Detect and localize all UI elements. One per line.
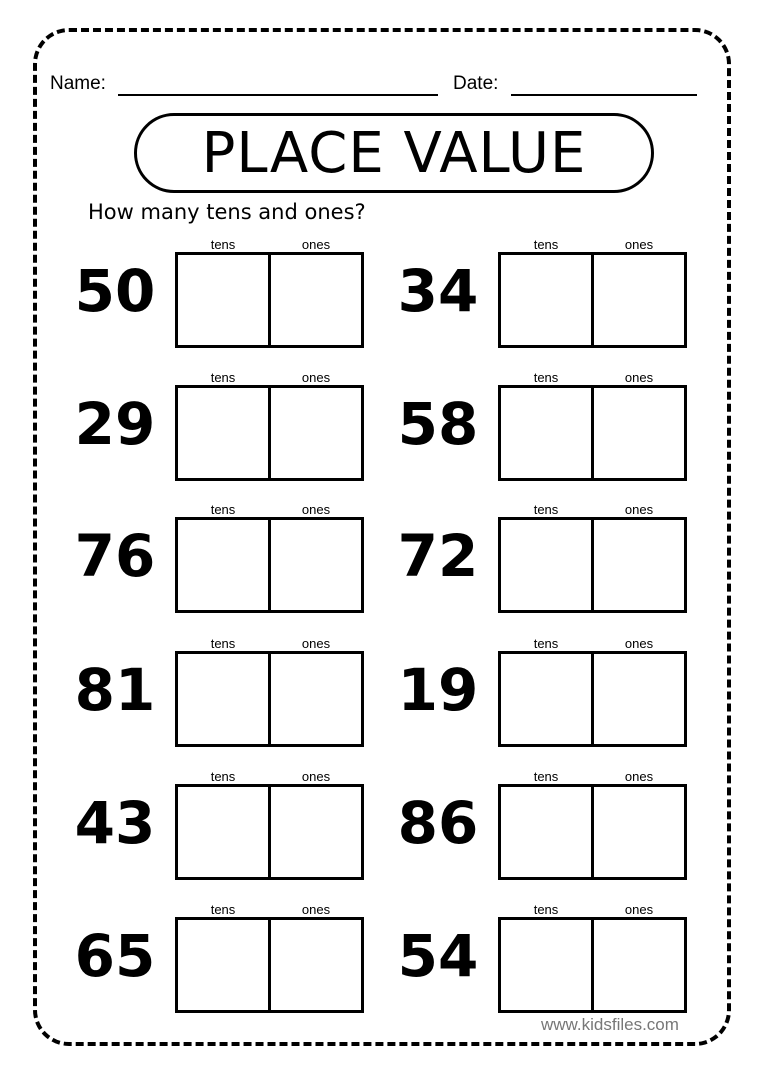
place-value-problem [65, 902, 385, 1022]
ones-column-label: ones [301, 237, 331, 252]
ones-column-label: ones [624, 769, 654, 784]
problem-number: 29 [74, 390, 156, 458]
problem-number: 81 [74, 656, 156, 724]
problem-number: 72 [397, 522, 479, 590]
tens-column-label: tens [533, 902, 559, 917]
name-label: Name: [50, 73, 106, 94]
place-value-problem [388, 636, 708, 756]
ones-column-label: ones [624, 370, 654, 385]
problem-number: 34 [397, 257, 479, 325]
title-banner [134, 113, 654, 193]
ones-answer-box[interactable] [268, 385, 364, 481]
place-value-problem [65, 769, 385, 889]
tens-answer-box[interactable] [175, 252, 271, 348]
tens-answer-box[interactable] [175, 784, 271, 880]
instruction-text: How many tens and ones? [88, 200, 366, 224]
ones-column-label: ones [301, 502, 331, 517]
place-value-problem [65, 237, 385, 357]
problem-number: 19 [397, 656, 479, 724]
problem-number: 86 [397, 789, 479, 857]
date-label: Date: [453, 73, 499, 94]
place-value-problem [388, 370, 708, 490]
place-value-problem [65, 502, 385, 622]
tens-column-label: tens [210, 502, 236, 517]
tens-column-label: tens [210, 636, 236, 651]
problem-number: 54 [397, 922, 479, 990]
problem-number: 58 [397, 390, 479, 458]
ones-answer-box[interactable] [591, 784, 687, 880]
page-title: PLACE VALUE [201, 120, 587, 186]
watermark: www.kidsfiles.com [541, 1015, 679, 1034]
tens-column-label: tens [210, 769, 236, 784]
tens-column-label: tens [533, 636, 559, 651]
tens-answer-box[interactable] [498, 385, 594, 481]
tens-column-label: tens [210, 370, 236, 385]
ones-answer-box[interactable] [591, 651, 687, 747]
problem-number: 43 [74, 789, 156, 857]
ones-column-label: ones [301, 370, 331, 385]
ones-column-label: ones [624, 502, 654, 517]
tens-column-label: tens [210, 237, 236, 252]
ones-column-label: ones [301, 636, 331, 651]
ones-answer-box[interactable] [591, 517, 687, 613]
tens-column-label: tens [533, 370, 559, 385]
ones-answer-box[interactable] [268, 252, 364, 348]
place-value-problem [65, 636, 385, 756]
tens-answer-box[interactable] [175, 517, 271, 613]
place-value-problem [65, 370, 385, 490]
tens-column-label: tens [533, 502, 559, 517]
place-value-problem [388, 769, 708, 889]
tens-column-label: tens [210, 902, 236, 917]
tens-answer-box[interactable] [498, 651, 594, 747]
problem-number: 76 [74, 522, 156, 590]
ones-answer-box[interactable] [591, 252, 687, 348]
tens-column-label: tens [533, 237, 559, 252]
ones-column-label: ones [624, 902, 654, 917]
tens-answer-box[interactable] [175, 385, 271, 481]
tens-answer-box[interactable] [498, 917, 594, 1013]
problem-number: 50 [74, 257, 156, 325]
ones-column-label: ones [624, 237, 654, 252]
ones-answer-box[interactable] [268, 784, 364, 880]
ones-answer-box[interactable] [591, 917, 687, 1013]
tens-answer-box[interactable] [175, 917, 271, 1013]
name-field[interactable] [118, 94, 438, 96]
place-value-problem [388, 502, 708, 622]
tens-answer-box[interactable] [498, 517, 594, 613]
place-value-problem [388, 902, 708, 1022]
tens-answer-box[interactable] [175, 651, 271, 747]
ones-column-label: ones [301, 902, 331, 917]
ones-answer-box[interactable] [268, 651, 364, 747]
ones-answer-box[interactable] [591, 385, 687, 481]
ones-answer-box[interactable] [268, 517, 364, 613]
ones-column-label: ones [624, 636, 654, 651]
tens-answer-box[interactable] [498, 252, 594, 348]
date-field[interactable] [511, 94, 697, 96]
tens-column-label: tens [533, 769, 559, 784]
ones-column-label: ones [301, 769, 331, 784]
tens-answer-box[interactable] [498, 784, 594, 880]
place-value-problem [388, 237, 708, 357]
problem-number: 65 [74, 922, 156, 990]
ones-answer-box[interactable] [268, 917, 364, 1013]
